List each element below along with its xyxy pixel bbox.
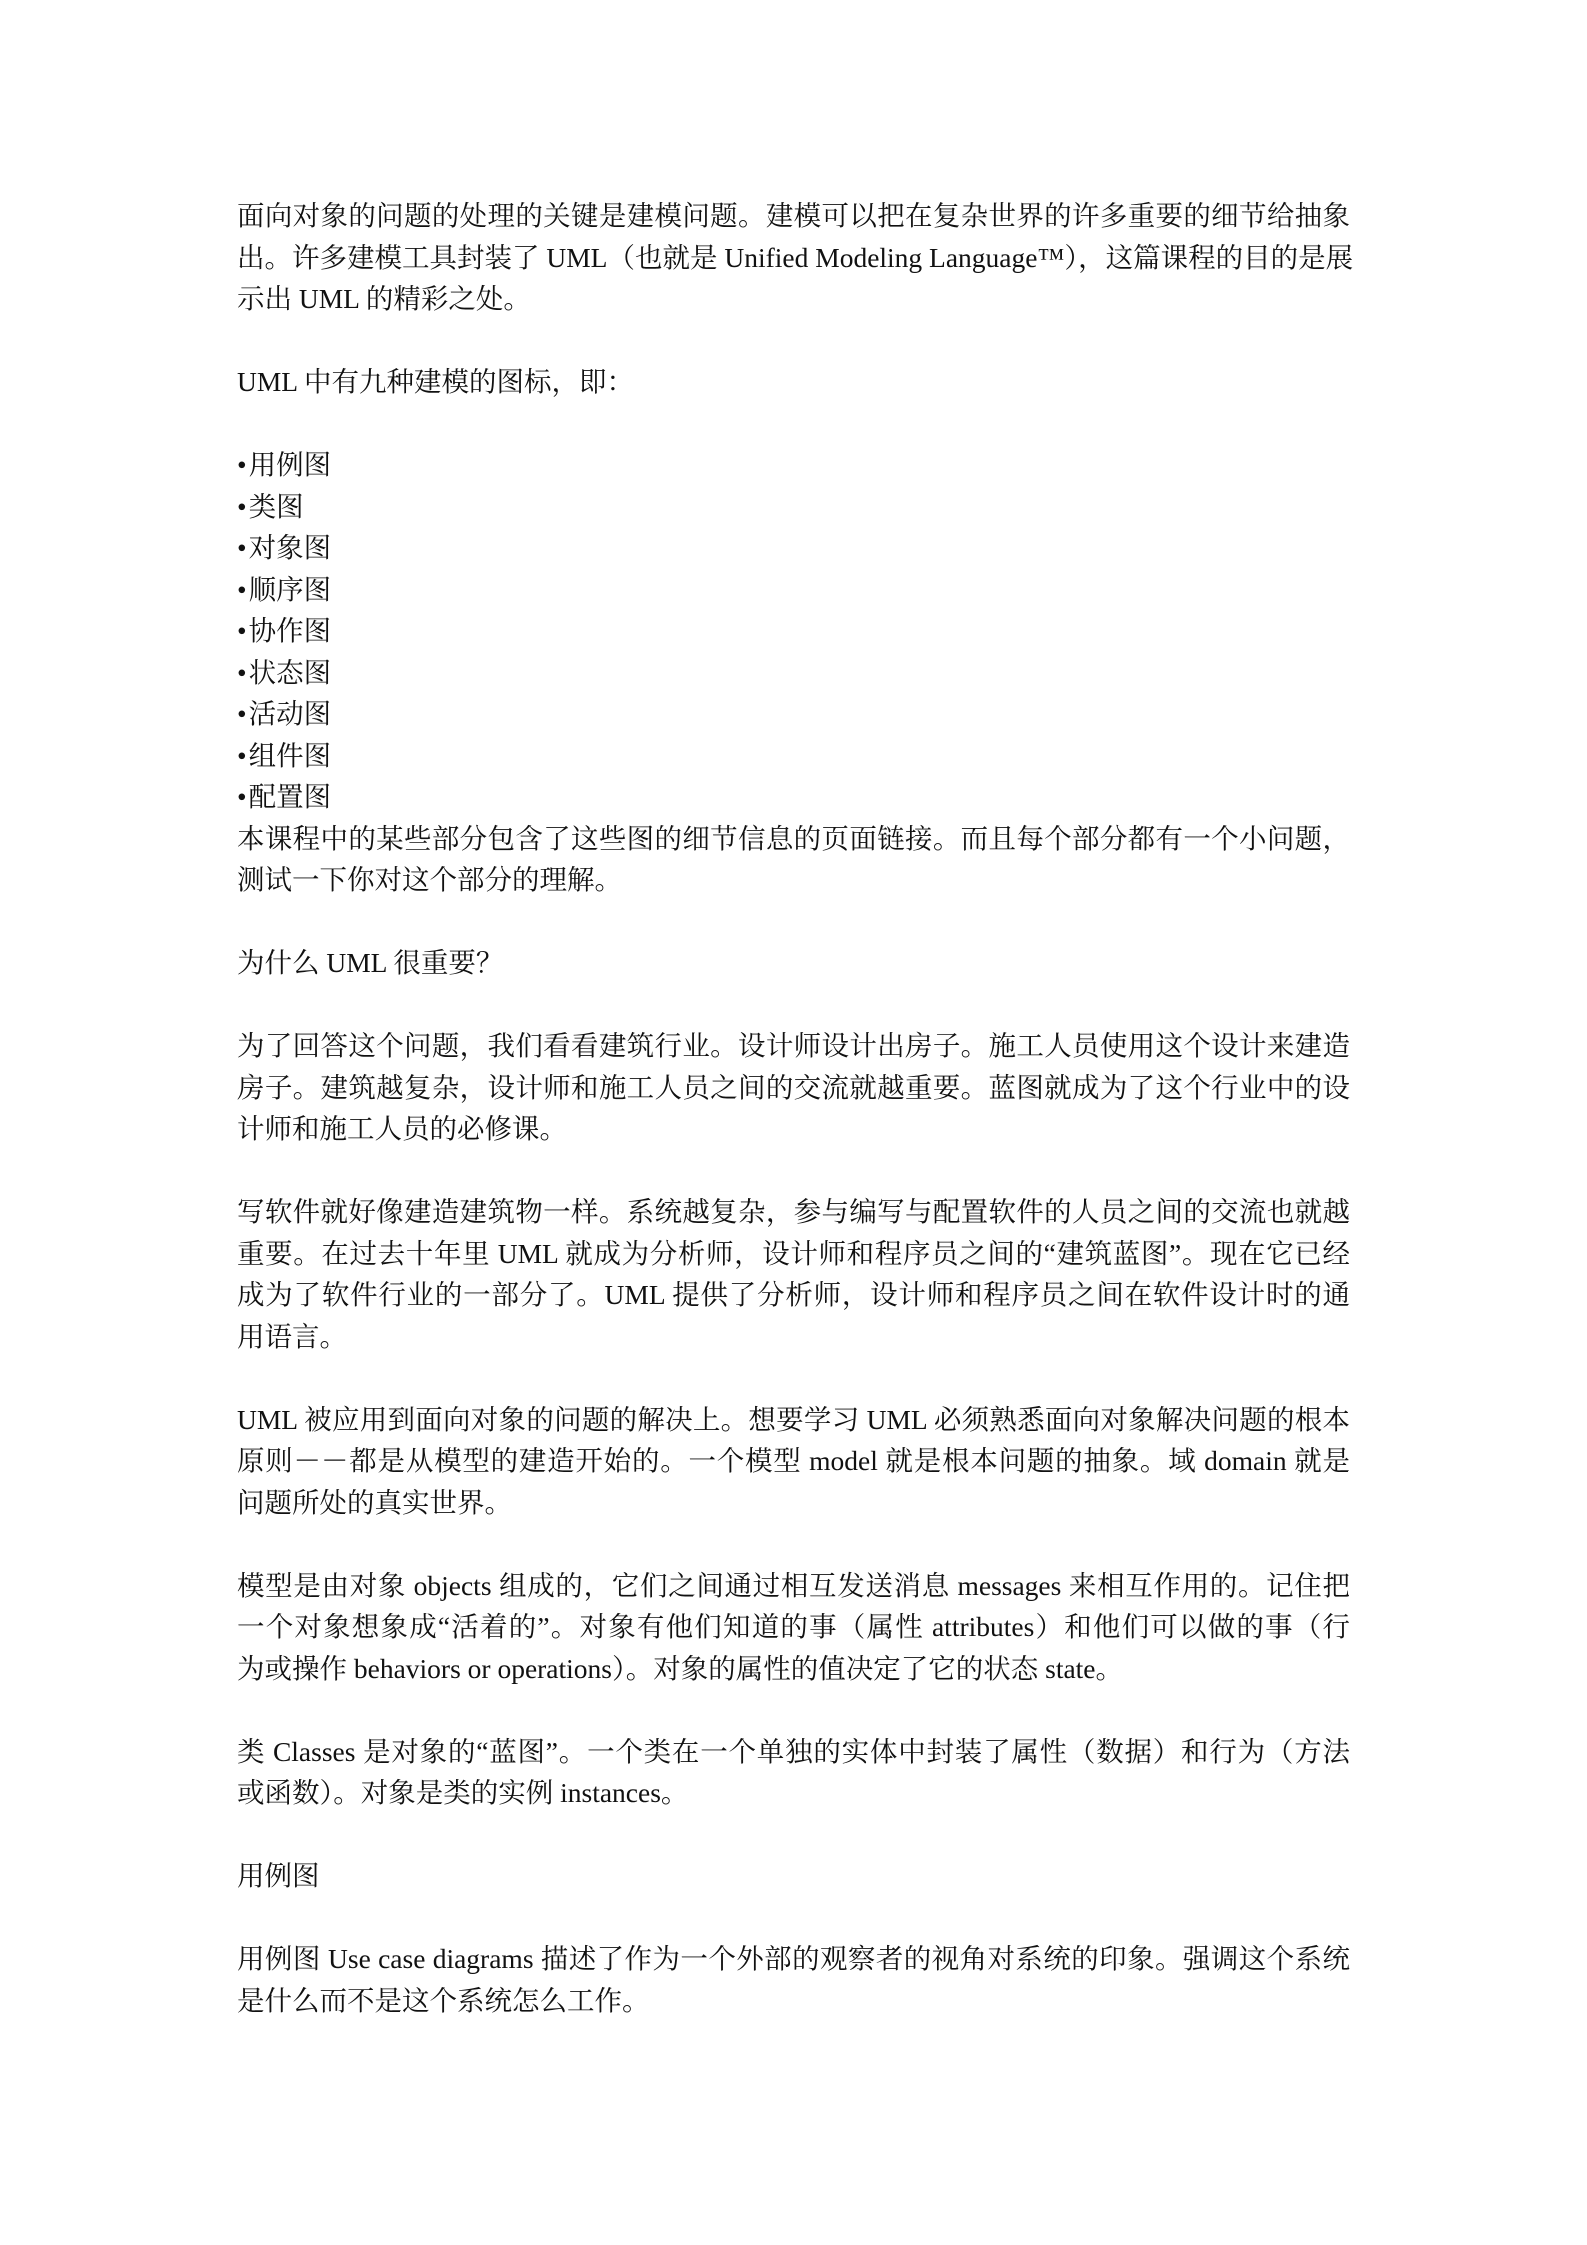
list-item-label: 类图 [248,490,304,522]
list-item [237,776,1350,818]
paragraph-uml-oo-principles [237,1399,1350,1524]
bullet-icon: • [237,490,247,522]
text-line: 为什么 UML 很重要？ [237,947,504,978]
text-line: UML 被应用到面向对象的问题的解决上。想要学习 UML 必须熟悉面向对象解决问题的根本 [237,1403,1350,1435]
bullet-icon: • [237,573,247,605]
list-item-label: 活动图 [248,698,332,729]
list-item-label: 用例图 [248,449,332,480]
text-line: 为了回答这个问题，我们看看建筑行业。设计师设计出房子。施工人员使用这个设计来建造 [237,1030,1350,1061]
text-line: 为或操作 behaviors or operations）。对象的属性的值决定了它的状态 state。 [237,1652,1124,1684]
list-item [237,610,1350,652]
text-line: 用语言。 [237,1320,347,1352]
list-item [237,735,1350,777]
text-line: 用例图 Use case diagrams 描述了作为一个外部的观察者的视角对系统的印象。强调这个系统 [237,1943,1350,1974]
list-item-label: 顺序图 [248,573,332,605]
text-line: 本课程中的某些部分包含了这些图的细节信息的页面链接。而且每个部分都有一个小问题， [237,822,1350,854]
text-line: 重要。在过去十年里 UML 就成为分析师，设计师和程序员之间的“建筑蓝图”。现在它已经 [237,1237,1350,1269]
text-line: UML 中有九种建模的图标，即： [237,366,634,397]
bullet-icon: • [237,449,247,480]
paragraph-nine-diagrams-lead [237,361,1350,403]
text-line: 类 Classes 是对象的“蓝图”。一个类在一个单独的实体中封装了属性（数据）和行为（方法 [237,1735,1350,1767]
text-line: 一个对象想象成“活着的”。对象有他们知道的事（属性 attributes）和他们可以做的事（行 [237,1611,1350,1642]
list-item-label: 协作图 [248,615,332,646]
bullet-icon: • [237,739,247,771]
text-line: 测试一下你对这个部分的理解。 [237,864,622,895]
text-line: 计师和施工人员的必修课。 [237,1113,567,1144]
bullet-icon: • [237,698,247,729]
text-line: 用例图 [237,1860,320,1891]
paragraph-model-objects [237,1565,1350,1690]
text-line: 问题所处的真实世界。 [237,1486,512,1518]
bullet-icon: • [237,532,247,563]
text-line: 出。许多建模工具封装了 UML（也就是 Unified Modeling Language™），这篇课程的目的是展 [237,241,1354,273]
paragraph-architecture-analogy [237,1025,1350,1150]
list-item-label: 配置图 [248,781,332,812]
bullet-icon: • [237,656,247,688]
heading-use-case [237,1855,1350,1897]
text-line: 面向对象的问题的处理的关键是建模问题。建模可以把在复杂世界的许多重要的细节给抽象 [237,200,1350,231]
heading-why-uml [237,942,1350,984]
text-line: 示出 UML 的精彩之处。 [237,283,531,314]
list-item-label: 状态图 [248,656,332,688]
bullet-icon: • [237,615,247,646]
list-item-label: 对象图 [248,532,332,563]
paragraph-use-case-intro [237,1938,1350,2021]
list-item [237,486,1350,528]
diagram-bullet-list [237,444,1350,818]
text-line: 房子。建筑越复杂，设计师和施工人员之间的交流就越重要。蓝图就成为了这个行业中的设 [237,1071,1350,1103]
text-line: 原则－－都是从模型的建造开始的。一个模型 model 就是根本问题的抽象。域 domain 就是 [237,1445,1350,1476]
document-page [237,195,1354,2063]
bullet-icon: • [237,781,247,812]
text-line: 是什么而不是这个系统怎么工作。 [237,1984,650,2016]
list-item [237,569,1350,611]
list-item [237,444,1350,486]
paragraph-software-blueprint [237,1191,1350,1357]
list-item [237,527,1350,569]
text-line: 或函数）。对象是类的实例 instances。 [237,1777,689,1808]
list-item [237,693,1350,735]
paragraph-course-note [237,818,1350,901]
text-line: 模型是由对象 objects 组成的，它们之间通过相互发送消息 messages 来相互作用的。记住把 [237,1569,1350,1601]
list-item-label: 组件图 [248,739,332,771]
paragraph-classes [237,1731,1350,1814]
list-item [237,652,1350,694]
text-line: 写软件就好像建造建筑物一样。系统越复杂，参与编写与配置软件的人员之间的交流也就越 [237,1196,1350,1227]
paragraph-intro [237,195,1354,320]
text-line: 成为了软件行业的一部分了。UML 提供了分析师，设计师和程序员之间在软件设计时的通 [237,1279,1350,1310]
